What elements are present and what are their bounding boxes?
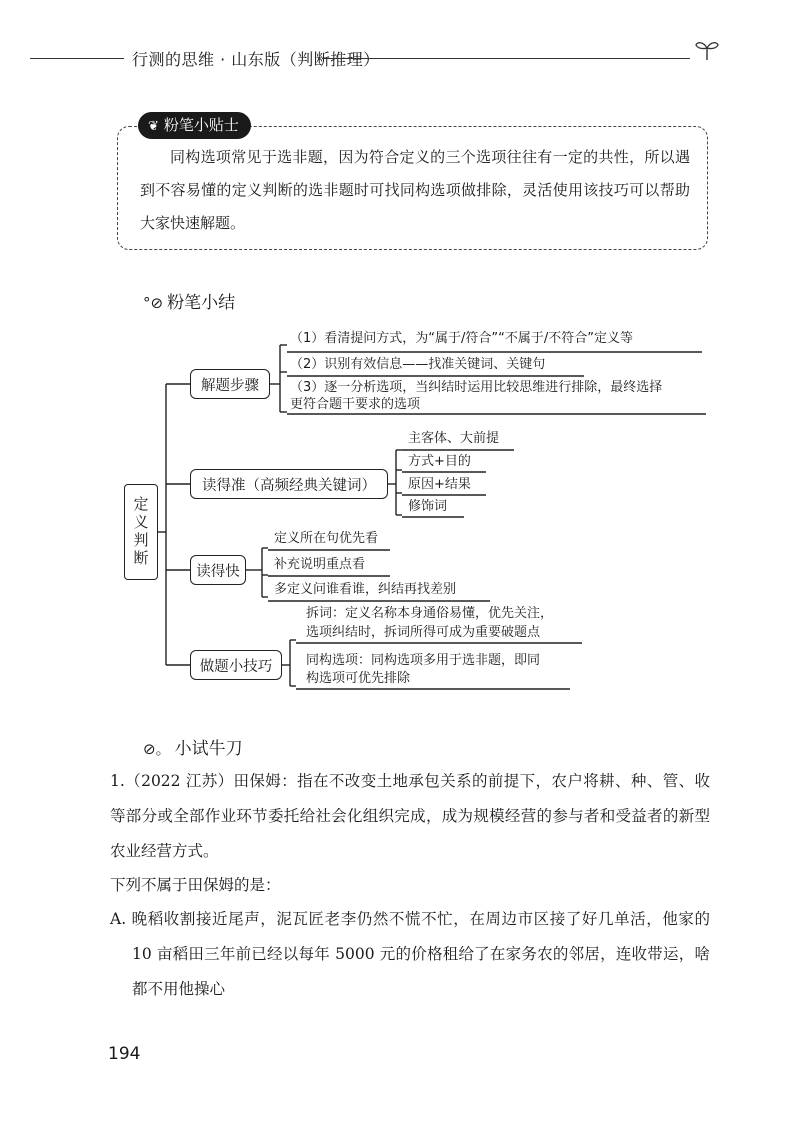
leaf-step-2: （2）识别有效信息——找准关键词、关键句 [290, 357, 546, 372]
leaf-tip-split-line1: 拆词：定义名称本身通俗易懂，优先关注， [306, 606, 554, 621]
branch-read-accurately: 读得准（高频经典关键词） [190, 469, 388, 499]
leaf-tip-split-line2: 选项纠结时，拆词所得可成为重要破题点 [306, 625, 541, 640]
leaf-keyword-modifier: 修饰词 [408, 499, 448, 514]
leaf-step-3-line1: （3）逐一分析选项，当纠结时运用比较思维进行排除，最终选择 [290, 380, 663, 395]
question-stem: 1.（2022 江苏）田保姆：指在不改变土地承包关系的前提下，农户将耕、种、管、收等部分或全部作业环节委托给社会化组织完成，成为规模经营的参与者和受益者的新型农业经营方式。 [110, 772, 710, 860]
running-header-title: 行测的思维 · 山东版（判断推理） [132, 50, 380, 69]
leaf-tip-isomorph-line1: 同构选项：同构选项多用于选非题，即同 [306, 653, 541, 668]
question-prompt: 下列不属于田保姆的是： [110, 876, 281, 894]
mindmap-root: 定义判断 [124, 484, 158, 580]
leaf-keyword-cause: 原因+结果 [408, 477, 471, 492]
leaf-step-1: （1）看清提问方式，为“属于/符合”“不属于/不符合”定义等 [290, 331, 633, 346]
branch-tips: 做题小技巧 [190, 650, 282, 680]
pencil-icon: °⊘ [143, 294, 164, 312]
option-a: A. 晚稻收割接近尾声，泥瓦匠老李仍然不慌不忙，在周边市区接了好几单活，他家的 10 亩稻田三年前已经以每年 5000 元的价格租给了在家务农的邻居，连收带运，啥都不用他操心 [110, 910, 710, 998]
leaf-step-3-line2: 更符合题干要求的选项 [290, 397, 421, 412]
branch-solving-steps: 解题步骤 [190, 369, 270, 399]
leaf-fast-3: 多定义问谁看谁，纠结再找差别 [274, 582, 457, 597]
branch-read-quickly: 读得快 [190, 555, 246, 585]
leaf-keyword-method: 方式+目的 [408, 454, 471, 469]
leaf-keyword-subject: 主客体、大前提 [408, 431, 500, 446]
tip-label: 粉笔小贴士 [163, 116, 239, 134]
practice-heading [143, 734, 243, 759]
page-number: 194 [108, 1044, 141, 1064]
practice-heading-text: 小试牛刀 [174, 739, 243, 759]
leaf-icon: ❦ [148, 119, 159, 134]
leaf-tip-isomorph-line2: 构选项可优先排除 [306, 671, 411, 686]
leaf-fast-2: 补充说明重点看 [274, 557, 366, 572]
tip-text: 同构选项常见于选非题，因为符合定义的三个选项往往有一定的共性，所以遇到不容易懂的定义判断的选非题时可找同构选项做排除，灵活使用该技巧可以帮助大家快速解题。 [140, 148, 690, 232]
leaf-fast-1: 定义所在句优先看 [274, 531, 379, 546]
pencil-icon: ⊘。 [143, 740, 171, 758]
summary-heading-text: 粉笔小结 [167, 293, 236, 313]
